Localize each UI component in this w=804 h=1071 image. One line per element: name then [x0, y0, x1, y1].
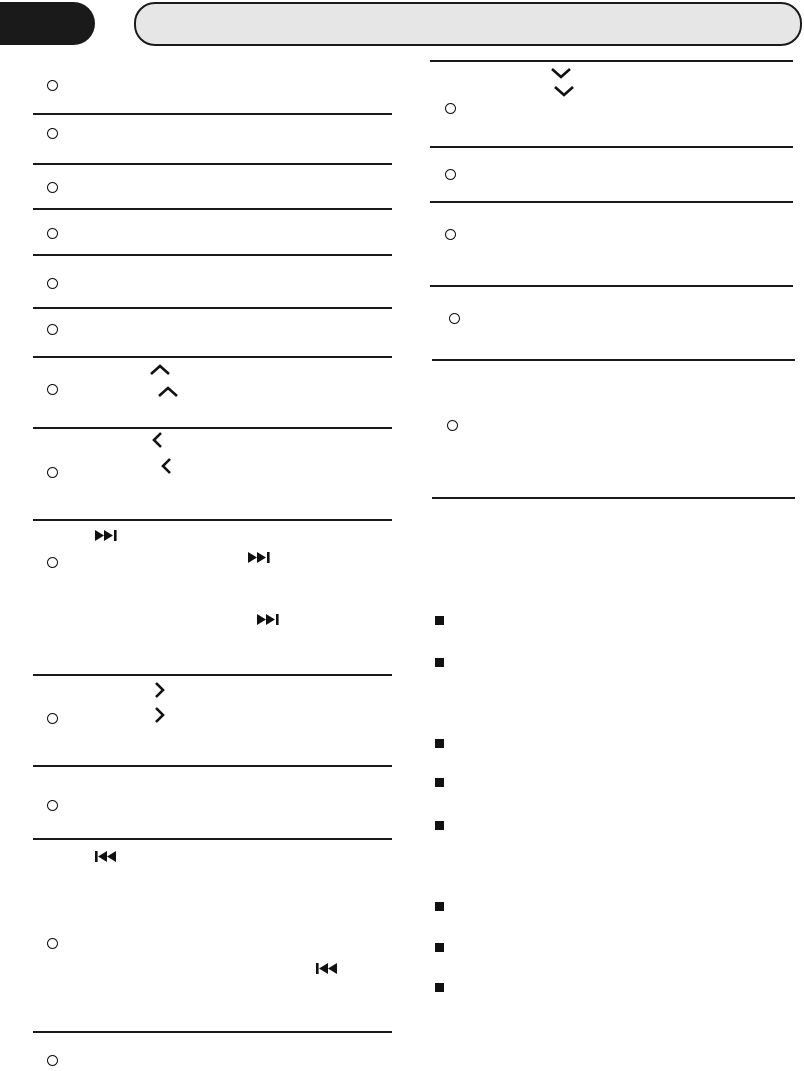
divider: [33, 208, 392, 210]
chevron-up-icon: [157, 386, 179, 398]
divider: [33, 674, 392, 676]
previous-track-icon: [316, 963, 340, 974]
divider: [33, 307, 392, 309]
divider: [432, 497, 795, 499]
next-track-icon: [248, 552, 272, 563]
divider: [33, 838, 392, 840]
item-marker: [47, 384, 58, 395]
divider: [430, 201, 793, 203]
item-marker: [47, 713, 58, 724]
bullet-marker: [435, 739, 444, 748]
item-marker: [47, 800, 58, 811]
previous-track-icon: [95, 851, 119, 862]
divider: [430, 60, 793, 62]
divider: [430, 146, 793, 148]
chevron-up-icon: [149, 364, 171, 376]
item-marker: [47, 228, 58, 239]
item-marker: [47, 324, 58, 335]
divider: [432, 359, 795, 361]
item-marker: [445, 103, 456, 114]
item-marker: [447, 420, 458, 431]
bullet-marker: [435, 616, 444, 625]
bullet-marker: [435, 821, 444, 830]
bullet-marker: [435, 778, 444, 787]
bullet-marker: [435, 902, 444, 911]
item-marker: [449, 313, 460, 324]
divider: [33, 427, 392, 429]
page-number-tab: [0, 2, 95, 45]
item-marker: [47, 80, 58, 91]
chevron-left-icon: [151, 431, 163, 449]
divider: [33, 356, 392, 358]
chevron-down-icon: [553, 85, 575, 97]
item-marker: [47, 182, 58, 193]
item-marker: [47, 1055, 58, 1066]
item-marker: [47, 467, 58, 478]
bullet-marker: [435, 658, 444, 667]
divider: [33, 1031, 392, 1033]
item-marker: [47, 557, 58, 568]
next-track-icon: [95, 530, 119, 541]
item-marker: [47, 938, 58, 949]
bullet-marker: [435, 943, 444, 952]
bullet-marker: [435, 983, 444, 992]
divider: [430, 285, 793, 287]
next-track-icon: [257, 614, 281, 625]
divider: [33, 163, 392, 165]
divider: [33, 113, 392, 115]
item-marker: [445, 229, 456, 240]
divider: [33, 254, 392, 256]
item-marker: [445, 169, 456, 180]
section-header-bar: [134, 2, 802, 46]
chevron-down-icon: [550, 67, 572, 79]
item-marker: [47, 128, 58, 139]
chevron-right-icon: [154, 681, 166, 699]
divider: [33, 519, 392, 521]
divider: [33, 765, 392, 767]
chevron-right-icon: [154, 706, 166, 724]
chevron-left-icon: [160, 457, 172, 475]
item-marker: [47, 278, 58, 289]
